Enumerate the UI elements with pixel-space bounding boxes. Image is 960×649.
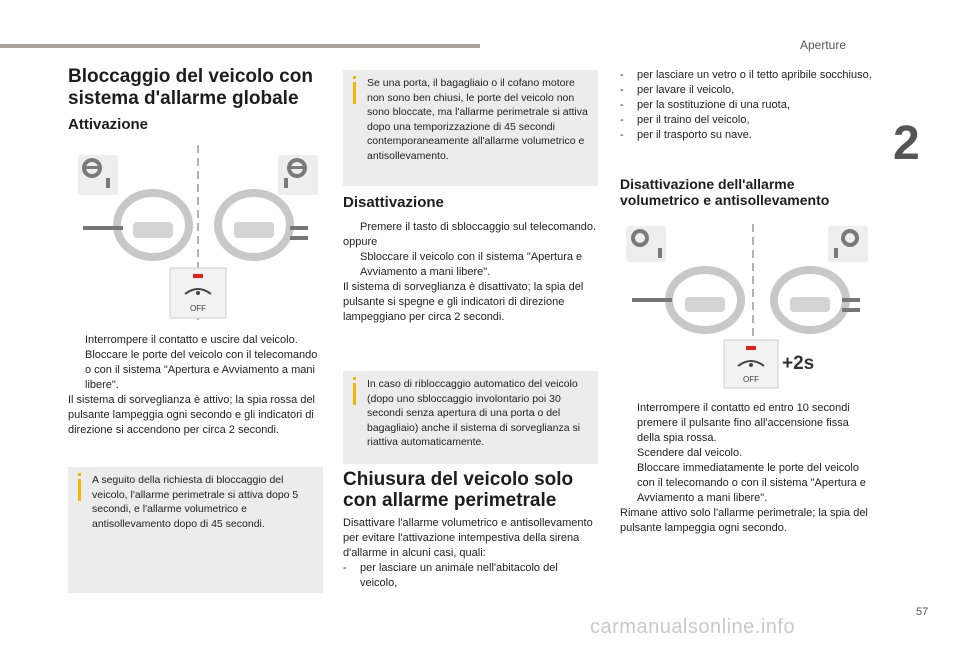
steering-wheel-icon [774, 270, 846, 330]
deactivation-figure [620, 222, 875, 392]
chapter-number: 2 [893, 117, 920, 170]
page-number: 57 [916, 606, 929, 618]
header-bar [0, 44, 480, 48]
list-item: Bloccare le porte del veicolo con il telecomando o con il sistema "Apertura e Avviamento a mani libere". [85, 349, 318, 391]
list-item: - per il traino del veicolo, [620, 114, 750, 126]
section-title: Aperture [800, 38, 847, 52]
info-note: Se una porta, il bagagliaio o il cofano motore non sono ben chiusi, le porte del veicolo non sono bloccate, ma l'allarme perimetrale si attiva dopo una temporizzazione di 45 secondi contemporaneamente all'allarme volumetrico e antisollevamento. [343, 70, 598, 186]
main-title-line1: Bloccaggio del veicolo con [68, 66, 313, 87]
info-note: A seguito della richiesta di bloccaggio del veicolo, l'allarme perimetrale si attiva dopo 5 secondi, e l'allarme volumetrico e antisollevamento dopo di 45 secondi. [68, 467, 323, 593]
reasons-list [620, 68, 875, 143]
subtitle-deactivation: Disattivazione [343, 194, 444, 211]
list-item: Sbloccare il veicolo con il sistema "Apertura e Avviamento a mani libere". [360, 251, 583, 278]
list-item: - per la sostituzione di una ruota, [620, 99, 790, 111]
watermark: carmanualsonline.info [590, 616, 796, 638]
activation-text [68, 333, 323, 438]
paragraph: Disattivare l'allarme volumetrico e antisollevamento per evitare l'attivazione intempestiva della sirena d'allarme in alcuni casi, quali: [343, 517, 593, 559]
list-item: - per lavare il veicolo, [620, 84, 735, 96]
info-icon [353, 76, 356, 79]
info-note: In caso di ribloccaggio automatico del veicolo (dopo uno sbloccaggio involontario poi 30 secondi senza apertura di una porta o del bagagliaio) anche il sistema di sorveglianza si riattiva automaticamente. [343, 371, 598, 464]
activation-figure [68, 140, 323, 325]
alarm-off-button-icon [724, 340, 778, 388]
list-item: Interrompere il contatto ed entro 10 secondi premere il pulsante fino all'accensione fissa della spia rossa. [637, 402, 850, 444]
list-item: - per lasciare un vetro o il tetto apribile socchiuso, [620, 69, 872, 81]
main-title [68, 66, 328, 110]
list-item: Interrompere il contatto e uscire dal veicolo. [85, 334, 298, 346]
steering-wheel-icon [218, 193, 290, 257]
time-label: +2s [782, 353, 815, 374]
key-fob-icon [828, 226, 868, 262]
key-fob-icon [626, 226, 666, 262]
info-icon [353, 377, 356, 380]
key-fob-icon [78, 155, 118, 195]
main-title-line2: sistema d'allarme globale [68, 88, 299, 109]
off-label: OFF [190, 304, 206, 313]
list-item: Premere il tasto di sbloccaggio sul telecomando. [360, 221, 597, 233]
info-icon [78, 473, 81, 476]
list-item: - per lasciare un animale nell'abitacolo del veicolo, [343, 562, 558, 589]
key-fob-icon [278, 155, 318, 195]
list-item: Bloccare immediatamente le porte del veicolo con il telecomando o con il sistema "Apertura e Avviamento a mani libere". [637, 462, 866, 504]
subtitle-activation: Attivazione [68, 116, 149, 133]
list-item: Scendere dal veicolo. [637, 447, 743, 459]
perimeter-alarm-text [343, 516, 598, 591]
deactivation-text [343, 220, 598, 325]
list-item: - per il trasporto su nave. [620, 129, 752, 141]
perimeter-alarm-title: Chiusura del veicolo solo con allarme perimetrale [343, 469, 574, 511]
off-label: OFF [743, 375, 759, 384]
volumetric-deactivation-text [620, 401, 875, 536]
volumetric-deactivation-title: Disattivazione dell'allarme volumetrico e antisollevamento [620, 176, 830, 208]
alarm-off-button-icon [170, 268, 226, 318]
paragraph: Il sistema di sorveglianza è attivo; la spia rossa del pulsante lampeggia ogni secondo e gli indicatori di direzione si accendono per circa 2 secondi. [68, 394, 316, 436]
oppure-text: oppure [343, 236, 378, 248]
paragraph: Il sistema di sorveglianza è disattivato; la spia del pulsante si spegne e gli indicatori di direzione lampeggiano per circa 2 secondi. [343, 281, 584, 323]
steering-wheel-icon [117, 193, 189, 257]
steering-wheel-icon [669, 270, 741, 330]
paragraph: Rimane attivo solo l'allarme perimetrale; la spia del pulsante lampeggia ogni secondo. [620, 507, 868, 534]
